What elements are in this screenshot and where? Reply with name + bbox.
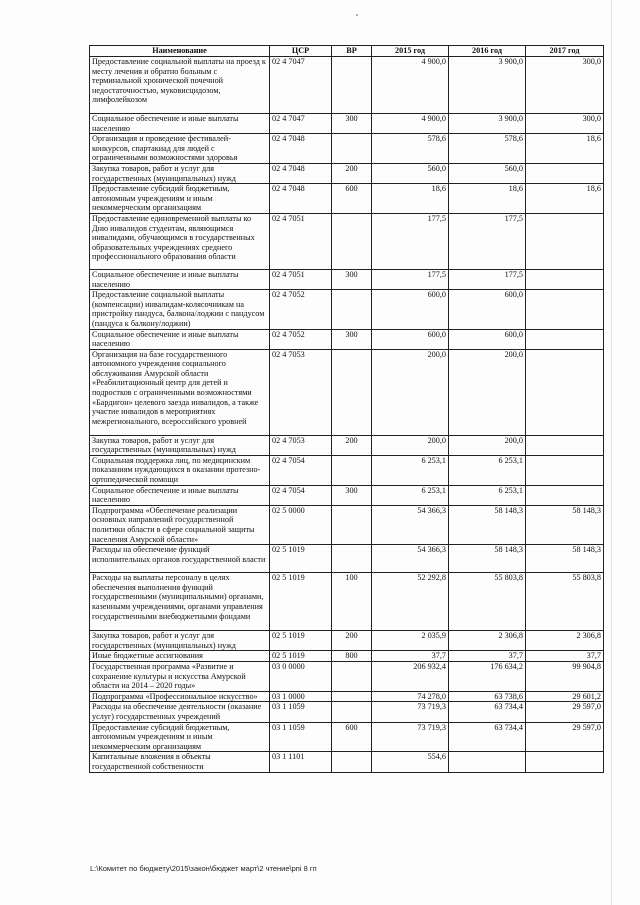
row-name: Закупка товаров, работ и услуг для государственных (муниципальных) нужд xyxy=(90,435,270,455)
row-value-2015: 52 292,8 xyxy=(372,573,449,631)
row-value-2015: 4 900,0 xyxy=(372,57,449,114)
row-value-2015: 200,0 xyxy=(372,435,449,455)
row-value-2015: 177,5 xyxy=(372,213,449,269)
row-value-2016: 63 738,6 xyxy=(449,691,526,702)
row-value-2015: 6 253,1 xyxy=(372,455,449,485)
column-header-2016: 2016 год xyxy=(449,46,526,57)
row-name: Организация и проведение фестивалей-конкурсов, спартакиад для людей с ограниченными возможностями здоровья xyxy=(90,134,270,164)
row-csr: 02 4 7051 xyxy=(270,269,332,289)
row-value-2017: 55 803,8 xyxy=(526,573,604,631)
column-header-2015: 2015 год xyxy=(372,46,449,57)
table-row xyxy=(90,134,604,164)
row-value-2017 xyxy=(526,435,604,455)
row-value-2015: 54 366,3 xyxy=(372,545,449,573)
row-vr: 100 xyxy=(332,573,372,631)
column-header-csr: ЦСР xyxy=(270,46,332,57)
row-value-2016: 600,0 xyxy=(449,290,526,329)
row-csr: 02 4 7048 xyxy=(270,134,332,164)
row-vr: 300 xyxy=(332,114,372,134)
row-vr: 800 xyxy=(332,651,372,662)
table-row xyxy=(90,435,604,455)
row-vr xyxy=(332,57,372,114)
row-name: Иные бюджетные ассигнования xyxy=(90,651,270,662)
row-vr: 200 xyxy=(332,163,372,183)
row-csr: 02 4 7047 xyxy=(270,114,332,134)
row-value-2015: 554,6 xyxy=(372,752,449,772)
row-value-2016: 200,0 xyxy=(449,349,526,435)
row-vr xyxy=(332,134,372,164)
row-value-2017 xyxy=(526,752,604,772)
table-row xyxy=(90,702,604,722)
row-vr xyxy=(332,662,372,692)
row-value-2017 xyxy=(526,485,604,505)
row-csr: 03 1 0000 xyxy=(270,691,332,702)
table-row xyxy=(90,662,604,692)
table-row xyxy=(90,455,604,485)
row-vr: 600 xyxy=(332,722,372,752)
row-vr: 200 xyxy=(332,631,372,651)
row-value-2015: 177,5 xyxy=(372,269,449,289)
row-value-2017: 300,0 xyxy=(526,114,604,134)
row-csr: 02 4 7048 xyxy=(270,184,332,214)
table-header-row xyxy=(90,46,604,57)
row-name: Закупка товаров, работ и услуг для государственных (муниципальных) нужд xyxy=(90,631,270,651)
row-value-2015: 600,0 xyxy=(372,290,449,329)
row-value-2017 xyxy=(526,213,604,269)
row-value-2016: 18,6 xyxy=(449,184,526,214)
row-csr: 02 5 1019 xyxy=(270,545,332,573)
row-vr xyxy=(332,691,372,702)
row-csr: 03 1 1059 xyxy=(270,722,332,752)
row-vr: 600 xyxy=(332,184,372,214)
table-row xyxy=(90,573,604,631)
row-name: Расходы на обеспечение функций исполнительных органов государственной власти xyxy=(90,545,270,573)
row-value-2015: 74 278,0 xyxy=(372,691,449,702)
row-name: Расходы на выплаты персоналу в целях обеспечения выполнения функций государственными (муниципальными) органами, казенными учреждениями, органами управления государственными внебюджетными фондами xyxy=(90,573,270,631)
row-value-2016: 600,0 xyxy=(449,329,526,349)
table-row xyxy=(90,485,604,505)
table-row xyxy=(90,184,604,214)
row-name: Социальное обеспечение и иные выплаты населению xyxy=(90,269,270,289)
row-vr: 300 xyxy=(332,269,372,289)
file-path-footer: L:\Комитет по бюджету\2015\закон\бюджет март\2 чтение\рпі 8 гп xyxy=(90,864,317,873)
row-value-2016: 63 734,4 xyxy=(449,722,526,752)
table-row xyxy=(90,545,604,573)
scan-speck xyxy=(356,14,358,16)
row-value-2015: 6 253,1 xyxy=(372,485,449,505)
row-name: Предоставление социальной выплаты на проезд к месту лечения и обратно больным с терминальной хронической почечной недостаточностью, муковисцидозом, лимфолейкозом xyxy=(90,57,270,114)
row-value-2016: 63 734,4 xyxy=(449,702,526,722)
row-value-2015: 73 719,3 xyxy=(372,702,449,722)
row-value-2015: 73 719,3 xyxy=(372,722,449,752)
row-vr xyxy=(332,545,372,573)
row-value-2015: 206 932,4 xyxy=(372,662,449,692)
row-csr: 02 4 7053 xyxy=(270,435,332,455)
row-csr: 02 5 1019 xyxy=(270,631,332,651)
row-value-2017: 29 597,0 xyxy=(526,722,604,752)
row-name: Капитальные вложения в объекты государственной собственности xyxy=(90,752,270,772)
row-value-2017: 99 904,8 xyxy=(526,662,604,692)
row-vr xyxy=(332,455,372,485)
table-row xyxy=(90,163,604,183)
table-row xyxy=(90,290,604,329)
row-value-2017: 29 597,0 xyxy=(526,702,604,722)
row-csr: 03 1 1059 xyxy=(270,702,332,722)
row-vr xyxy=(332,752,372,772)
table-row xyxy=(90,505,604,544)
row-value-2017: 300,0 xyxy=(526,57,604,114)
row-value-2017: 18,6 xyxy=(526,134,604,164)
row-name: Предоставление субсидий бюджетным, автономным учреждениям и иным некоммерческим организациям xyxy=(90,184,270,214)
row-value-2017 xyxy=(526,290,604,329)
row-value-2015: 2 035,9 xyxy=(372,631,449,651)
row-value-2015: 54 366,3 xyxy=(372,505,449,544)
row-name: Подпрограмма «Обеспечение реализации основных направлений государственной политики области в сфере социальной защиты населения Амурской области» xyxy=(90,505,270,544)
row-csr: 02 4 7054 xyxy=(270,455,332,485)
row-name: Предоставление субсидий бюджетным, автономным учреждениям и иным некоммерческим организациям xyxy=(90,722,270,752)
row-value-2016: 6 253,1 xyxy=(449,485,526,505)
row-value-2017 xyxy=(526,349,604,435)
row-value-2016: 560,0 xyxy=(449,163,526,183)
column-header-vr: ВР xyxy=(332,46,372,57)
row-name: Государственная программа «Развитие и сохранение культуры и искусства Амурской области на 2014 – 2020 годы» xyxy=(90,662,270,692)
table-body xyxy=(90,57,604,773)
row-value-2016: 2 306,8 xyxy=(449,631,526,651)
row-value-2017 xyxy=(526,329,604,349)
row-value-2016: 37,7 xyxy=(449,651,526,662)
budget-table xyxy=(89,45,604,773)
row-value-2017 xyxy=(526,163,604,183)
table-row xyxy=(90,349,604,435)
row-name: Социальная поддержка лиц, по медицинским показаниям нуждающихся в оказании протезно-ортопедической помощи xyxy=(90,455,270,485)
row-value-2016: 177,5 xyxy=(449,213,526,269)
row-name: Социальное обеспечение и иные выплаты населению xyxy=(90,485,270,505)
row-vr: 300 xyxy=(332,329,372,349)
table-row xyxy=(90,691,604,702)
row-csr: 02 4 7051 xyxy=(270,213,332,269)
row-value-2017: 58 148,3 xyxy=(526,545,604,573)
row-value-2015: 560,0 xyxy=(372,163,449,183)
table-row xyxy=(90,631,604,651)
column-header-2017: 2017 год xyxy=(526,46,604,57)
table-row xyxy=(90,651,604,662)
row-csr: 02 5 1019 xyxy=(270,651,332,662)
row-name: Социальное обеспечение и иные выплаты населению xyxy=(90,329,270,349)
row-value-2015: 4 900,0 xyxy=(372,114,449,134)
row-value-2016: 200,0 xyxy=(449,435,526,455)
row-value-2017: 18,6 xyxy=(526,184,604,214)
row-csr: 02 4 7054 xyxy=(270,485,332,505)
row-csr: 02 4 7048 xyxy=(270,163,332,183)
row-value-2016: 6 253,1 xyxy=(449,455,526,485)
row-csr: 02 4 7052 xyxy=(270,329,332,349)
row-value-2017: 58 148,3 xyxy=(526,505,604,544)
table-row xyxy=(90,722,604,752)
row-value-2015: 200,0 xyxy=(372,349,449,435)
row-value-2015: 578,6 xyxy=(372,134,449,164)
row-value-2016: 176 634,2 xyxy=(449,662,526,692)
scan-margin-shadow xyxy=(611,0,612,905)
row-csr: 03 1 1101 xyxy=(270,752,332,772)
row-vr xyxy=(332,290,372,329)
row-name: Предоставление единовременной выплаты ко Дню инвалидов студентам, являющимся инвалидами, обучающимся в государственных образовательных учреждениях среднего профессионального образования области xyxy=(90,213,270,269)
row-vr xyxy=(332,213,372,269)
row-value-2015: 18,6 xyxy=(372,184,449,214)
row-value-2015: 37,7 xyxy=(372,651,449,662)
row-csr: 02 4 7052 xyxy=(270,290,332,329)
row-name: Предоставление социальной выплаты (компенсации) инвалидам-колясочникам на пристройку пандуса, балкона/лоджии с пандусом (пандуса к балкону/лоджии) xyxy=(90,290,270,329)
row-value-2016: 578,6 xyxy=(449,134,526,164)
column-header-name: Наименование xyxy=(90,46,270,57)
row-value-2017: 37,7 xyxy=(526,651,604,662)
row-value-2017 xyxy=(526,455,604,485)
row-value-2017: 2 306,8 xyxy=(526,631,604,651)
table-row xyxy=(90,114,604,134)
row-value-2017 xyxy=(526,269,604,289)
row-csr: 02 4 7047 xyxy=(270,57,332,114)
row-csr: 02 5 1019 xyxy=(270,573,332,631)
row-name: Расходы на обеспечение деятельности (оказание услуг) государственных учреждений xyxy=(90,702,270,722)
row-value-2016 xyxy=(449,752,526,772)
row-csr: 03 0 0000 xyxy=(270,662,332,692)
row-value-2016: 58 148,3 xyxy=(449,545,526,573)
row-name: Организация на базе государственного автономного учреждения социального обслуживания Амурской области «Реабилитационный центр для детей и подростков с ограниченными возможностями «Бардигон» целевого заезда инвалидов, а также участие инвалидов в мероприятиях межрегионального, всероссийского уровней xyxy=(90,349,270,435)
table-row xyxy=(90,269,604,289)
row-name: Подпрограмма «Профессиональное искусство» xyxy=(90,691,270,702)
row-value-2016: 55 803,8 xyxy=(449,573,526,631)
row-value-2015: 600,0 xyxy=(372,329,449,349)
row-value-2016: 3 900,0 xyxy=(449,114,526,134)
row-name: Закупка товаров, работ и услуг для государственных (муниципальных) нужд xyxy=(90,163,270,183)
table-row xyxy=(90,213,604,269)
row-value-2016: 58 148,3 xyxy=(449,505,526,544)
row-vr xyxy=(332,349,372,435)
row-vr: 300 xyxy=(332,485,372,505)
row-value-2017: 29 601,2 xyxy=(526,691,604,702)
row-vr xyxy=(332,702,372,722)
row-value-2016: 177,5 xyxy=(449,269,526,289)
row-name: Социальное обеспечение и иные выплаты населению xyxy=(90,114,270,134)
table-row xyxy=(90,752,604,772)
table-row xyxy=(90,57,604,114)
row-vr: 200 xyxy=(332,435,372,455)
row-csr: 02 5 0000 xyxy=(270,505,332,544)
table-row xyxy=(90,329,604,349)
row-csr: 02 4 7053 xyxy=(270,349,332,435)
row-value-2016: 3 900,0 xyxy=(449,57,526,114)
row-vr xyxy=(332,505,372,544)
